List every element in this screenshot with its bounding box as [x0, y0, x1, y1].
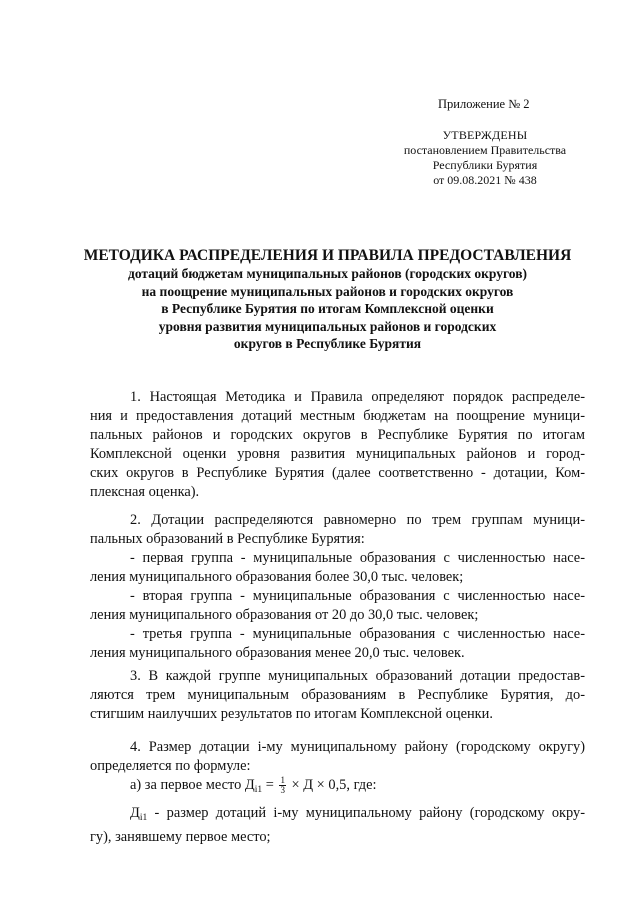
p3-line: стигшим наилучших результатов по итогам Комплексной оценки.: [90, 706, 493, 722]
approved-line-4: от 09.08.2021 № 438: [433, 173, 537, 187]
paragraph-1: [90, 388, 585, 502]
fraction: $\frac{1}{3}$: [280, 775, 285, 796]
title-line-4: в Республике Бурятия по итогам Комплексной оценки: [161, 301, 494, 316]
p1-line: ских округов в Республике Бурятия (далее соответственно - дотации, Ком-: [90, 465, 585, 481]
p2-line: пальных образований в Республике Бурятия:: [90, 531, 365, 547]
paragraph-2: [90, 511, 585, 663]
p5-line: гу), занявшему первое место;: [90, 829, 271, 845]
p5-line: $Д_{i1}$ - размер дотаций i-му муниципальному району (городскому окру-: [130, 805, 585, 823]
appendix-label: Приложение № 2: [438, 97, 530, 111]
p2-line: - первая группа - муниципальные образования с численностью насе-: [130, 550, 585, 566]
p2-line: - вторая группа - муниципальные образования с численностью насе-: [130, 588, 585, 604]
p1-line: пальных районов и городских округов в Республике Бурятия по итогам: [90, 427, 585, 443]
approval-block: [380, 128, 590, 188]
p2-line: ления муниципального образования менее 20,0 тыс. человек.: [90, 645, 465, 661]
title-line-1: МЕТОДИКА РАСПРЕДЕЛЕНИЯ И ПРАВИЛА ПРЕДОСТАВЛЕНИЯ: [83, 247, 572, 264]
title-line-6: округов в Республике Бурятия: [233, 336, 422, 351]
p2-line: 2. Дотации распределяются равномерно по трем группам муници-: [130, 512, 585, 528]
p4-line: 4. Размер дотации i-му муниципальному району (городскому округу): [130, 739, 585, 755]
p2-line: - третья группа - муниципальные образования с численностью насе-: [130, 626, 585, 642]
title-line-5: уровня развития муниципальных районов и городских: [158, 318, 497, 334]
approved-line-3: Республики Бурятия: [432, 158, 538, 172]
approved-line-2: постановлением Правительства: [403, 143, 567, 157]
title-line-3: на поощрение муниципальных районов и городских округов: [141, 283, 514, 299]
document-title: [60, 246, 595, 353]
p3-line: 3. В каждой группе муниципальных образований дотации предостав-: [130, 668, 585, 684]
p4-line: определяется по формуле:: [90, 758, 251, 774]
paragraph-3: [90, 667, 585, 724]
title-line-2: дотаций бюджетам муниципальных районов (городских округов): [127, 266, 528, 281]
paragraph-4: [90, 738, 585, 847]
formula-first-place: а) за первое место $Д_{i1}$ = $\frac{1}{3}$ × Д × 0,5, где:: [130, 775, 377, 796]
p1-line: плексная оценка).: [90, 484, 200, 500]
p1-line: ния и предоставления дотаций местным бюджетам на поощрение муници-: [90, 408, 585, 424]
p1-line: 1. Настоящая Методика и Правила определяют порядок распределе-: [130, 389, 585, 405]
p2-line: ления муниципального образования более 30,0 тыс. человек;: [90, 569, 464, 585]
p1-line: Комплексной оценки уровня развития муниципальных районов и город-: [90, 446, 585, 462]
p2-line: ления муниципального образования от 20 до 30,0 тыс. человек;: [90, 607, 479, 623]
p3-line: ляются трем муниципальным образованиям в Республике Бурятия, до-: [90, 687, 585, 703]
approved-heading: УТВЕРЖДЕНЫ: [442, 128, 528, 142]
